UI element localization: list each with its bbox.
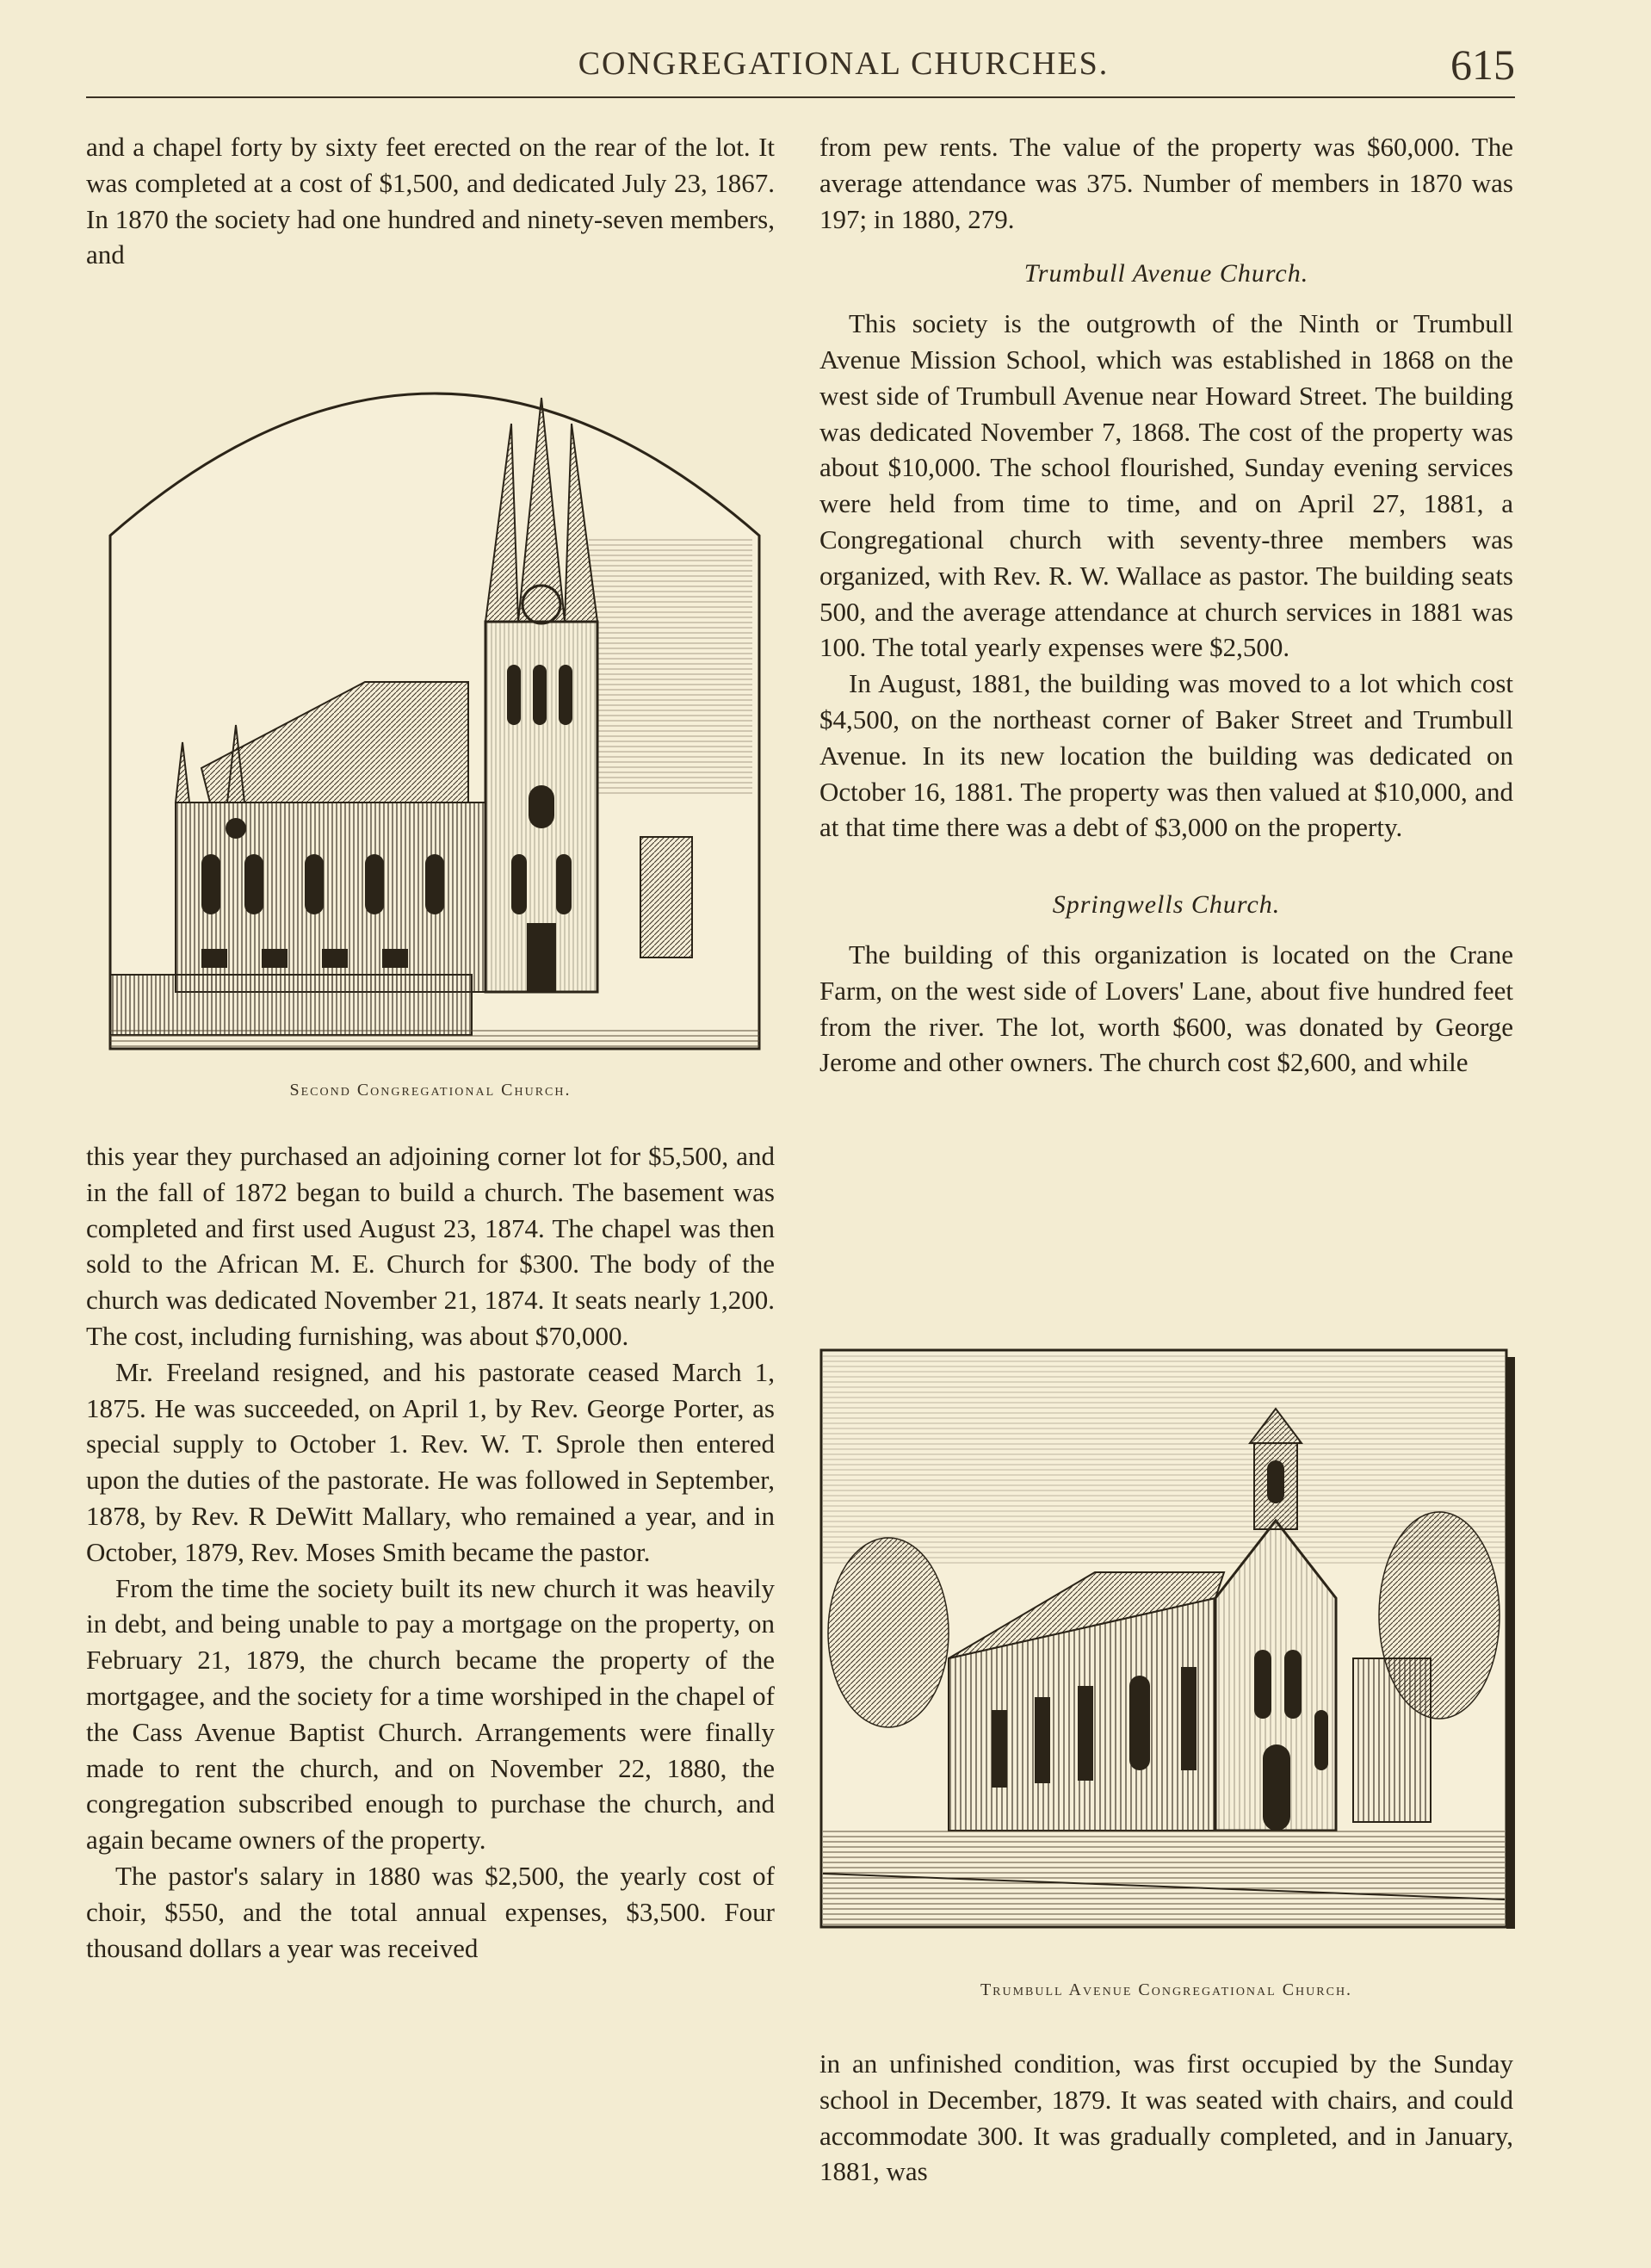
paragraph: in an unfinished condition, was first occupied by the Sunday school in December, 1879. It was seated with chairs, and could accommodate 300. It was gradually completed, and in January, 1881, was xyxy=(819,2048,1513,2187)
figure-caption: Trumbull Avenue Congregational Church. xyxy=(980,1980,1353,1999)
trumbull-church-illustration xyxy=(819,1348,1515,1934)
page-number: 615 xyxy=(1450,40,1515,89)
right-column-top xyxy=(819,129,1513,1081)
paragraph: In August, 1881, the building was moved to a lot which cost $4,500, on the northeast corner of Baker Street and Trumbull Avenue. In its new location the building was dedicated on October 16, 1881. The property was then valued at $10,000, and at that time there was a debt of $3,000 on the property. xyxy=(819,668,1513,843)
left-column-bottom xyxy=(86,1138,775,1966)
figure-caption: Second Congregational Church. xyxy=(289,1081,572,1100)
paragraph: this year they purchased an adjoining corner lot for $5,500, and in the fall of 1872 began to build a church. The basement was completed and first used August 23, 1874. The chapel was then sold to the African M. E. Church for $300. The body of the church was dedicated November 21, 1874. It seats nearly 1,200. The cost, including furnishing, was about $70,000. xyxy=(86,1141,775,1351)
paragraph: Mr. Freeland resigned, and his pastorate ceased March 1, 1875. He was succeeded, on April 1, by Rev. George Porter, as special supply to October 1. Rev. W. T. Sprole then entered upon the duties of the pastorate. He was followed in September, 1878, by Rev. R DeWitt Mallary, who remained a year, and in October, 1879, Rev. Moses Smith became the pastor. xyxy=(86,1356,775,1567)
paragraph: from pew rents. The value of the property was $60,000. The average attendance was 375. Number of members in 1870 was 197; in 1880, 279. xyxy=(819,132,1513,234)
right-column-bottom xyxy=(819,2046,1513,2190)
paragraph: and a chapel forty by sixty feet erected on the rear of the lot. It was completed at a cost of $1,500, and dedicated July 23, 1867. In 1870 the society had one hundred and ninety-seven members, and xyxy=(86,132,775,270)
section-heading: Trumbull Avenue Church. xyxy=(1023,259,1309,288)
paragraph: The building of this organization is located on the Crane Farm, on the west side of Lovers' Lane, about five hundred feet from the river. The lot, worth $600, was donated by George Jerome and other owners. The church cost $2,600, and while xyxy=(819,939,1513,1078)
paragraph: The pastor's salary in 1880 was $2,500, the yearly cost of choir, $550, and the total annual expenses, $3,500. Four thousand dollars a year was received xyxy=(86,1860,775,1963)
church-engraving-icon xyxy=(107,320,763,1050)
paragraph: From the time the society built its new church it was heavily in debt, and being unable to pay a mortgage on the property, on February 21, 1879, the church became the property of the mortgagee, and the society for a time worshiped in the chapel of the Cass Avenue Baptist Church. Arrangements were finally made to rent the church, and on November 22, 1880, the congregation subscribed enough to purchase the church, and again became owners of the property. xyxy=(86,1572,775,1856)
section-heading: Springwells Church. xyxy=(1052,890,1281,920)
second-church-illustration xyxy=(107,320,763,1050)
running-title: CONGREGATIONAL CHURCHES. xyxy=(578,46,1110,82)
paragraph: This society is the outgrowth of the Ninth or Trumbull Avenue Mission School, which was established in 1868 on the west side of Trumbull Avenue near Howard Street. The building was dedicated November 7, 1868. The cost of the property was about $10,000. The school flourished, Sunday evening services were held from time to time, and on April 27, 1881, a Congregational church with seventy-three members was organized, with Rev. R. W. Wallace as pastor. The building seats 500, and the average attendance at church services in 1881 was 100. The total yearly expenses were $2,500. xyxy=(819,308,1513,663)
running-header xyxy=(86,40,1515,98)
left-column-top xyxy=(86,129,775,273)
church-engraving-icon xyxy=(819,1348,1515,1934)
